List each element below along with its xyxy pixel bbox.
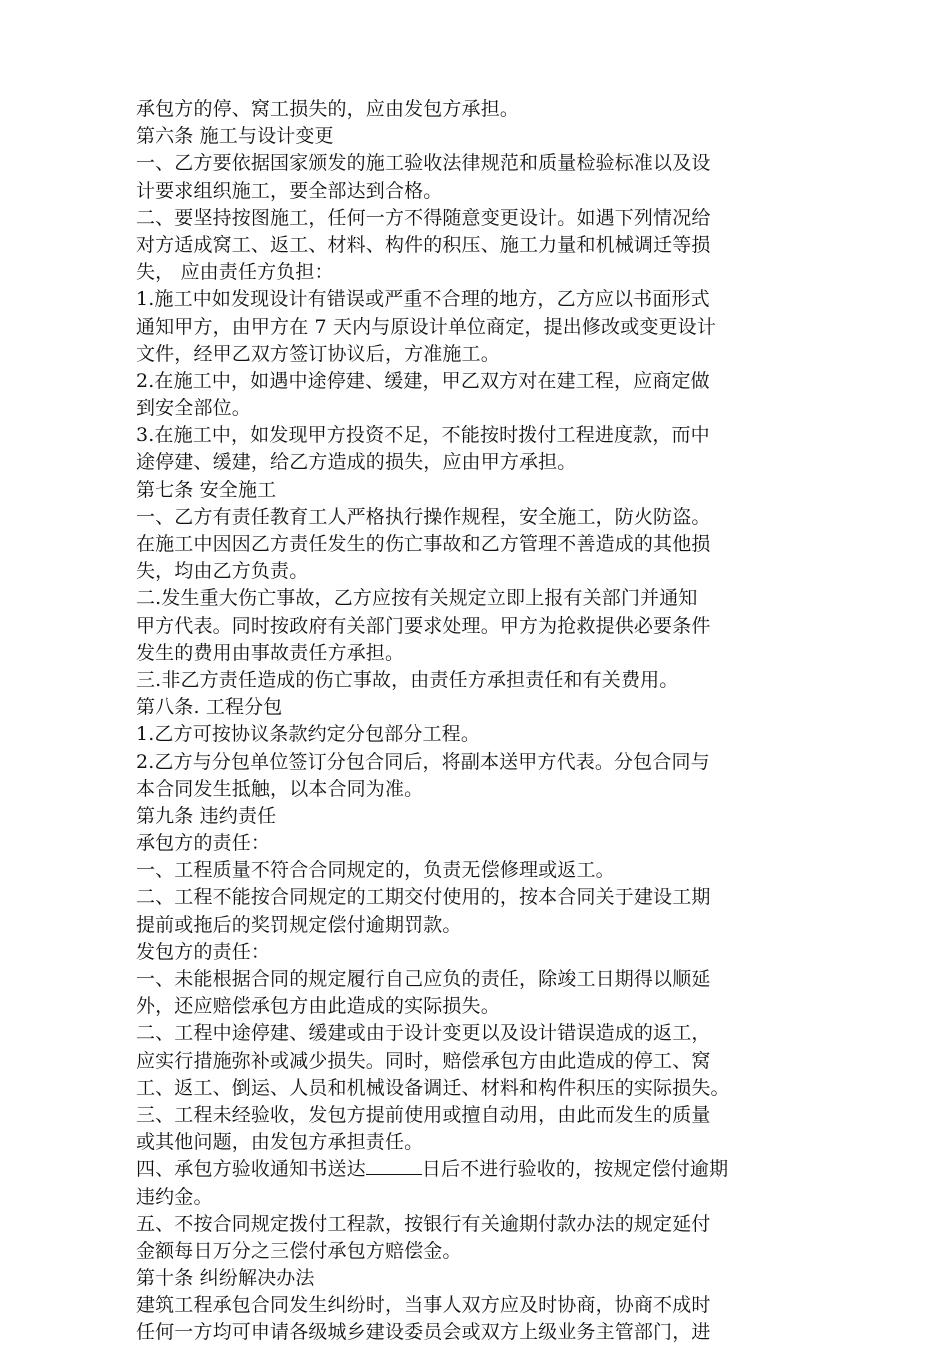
text-line-with-blank <box>136 1156 816 1183</box>
text-line: 计要求组织施工，要全部达到合格。 <box>136 179 443 202</box>
text-line: 第六条 施工与设计变更 <box>136 125 334 148</box>
text-line: 一、乙方有责任教育工人严格执行操作规程，安全施工，防火防盗。 <box>136 505 711 528</box>
text-line: 二、工程不能按合同规定的工期交付使用的，按本合同关于建设工期 <box>136 886 711 909</box>
text-line: 任何一方均可申请各级城乡建设委员会或双方上级业务主管部门，进 <box>136 1321 711 1344</box>
text-line: 第九条 违约责任 <box>136 804 277 827</box>
text-line: 建筑工程承包合同发生纠纷时，当事人双方应及时协商，协商不成时 <box>136 1294 711 1317</box>
text-line: 3.在施工中，如发现甲方投资不足，不能按时拨付工程进度款，而中 <box>136 424 710 447</box>
text-line: 第八条. 工程分包 <box>136 696 283 719</box>
text-line: 三.非乙方责任造成的伤亡事故，由责任方承担责任和有关费用。 <box>136 668 679 691</box>
text-line: 第十条 纠纷解决办法 <box>136 1267 315 1290</box>
text-line: 在施工中因因乙方责任发生的伤亡事故和乙方管理不善造成的其他损 <box>136 533 711 555</box>
text-line: 应实行措施弥补或减少损失。同时，赔偿承包方由此造成的停工、窝 <box>136 1049 711 1072</box>
text-line: 一、未能根据合同的规定履行自己应负的责任，除竣工日期得以顺延 <box>136 968 711 990</box>
blank-line-after: 日后不进行验收的，按规定偿付逾期 <box>421 1158 729 1181</box>
text-line: 二.发生重大伤亡事故，乙方应按有关规定立即上报有关部门并通知 <box>136 587 698 610</box>
text-line: 承包方的停、窝工损失的，应由发包方承担。 <box>136 98 520 120</box>
text-line: 1.乙方可按协议条款约定分包部分工程。 <box>136 723 480 746</box>
text-line: 外，还应赔偿承包方由此造成的实际损失。 <box>136 995 500 1018</box>
text-line: 本合同发生抵触，以本合同为准。 <box>136 777 424 800</box>
text-line: 承包方的责任： <box>136 832 271 855</box>
text-line: 五、不按合同规定拨付工程款，按银行有关逾期付款办法的规定延付 <box>136 1212 711 1235</box>
text-line: 发生的费用由事故责任方承担。 <box>136 641 405 664</box>
text-line: 二、工程中途停建、缓建或由于设计变更以及设计错误造成的返工， <box>136 1022 711 1045</box>
text-line: 到安全部位。 <box>136 397 251 420</box>
text-line: 提前或拖后的奖罚规定偿付逾期罚款。 <box>136 913 462 936</box>
text-line: 二、要坚持按图施工，任何一方不得随意变更设计。如遇下列情况给 <box>136 206 711 229</box>
document-body <box>136 96 816 1347</box>
text-line: 一、工程质量不符合合同规定的，负责无偿修理或返工。 <box>136 859 615 882</box>
text-line: 途停建、缓建，给乙方造成的损失，应由甲方承担。 <box>136 451 577 474</box>
text-line: 失，均由乙方负责。 <box>136 560 309 583</box>
text-line: 违约金。 <box>136 1185 213 1208</box>
text-line: 发包方的责任： <box>136 940 271 963</box>
text-line: 2.在施工中，如遇中途停建、缓建，甲乙双方对在建工程，应商定做 <box>136 369 710 392</box>
text-line: 或其他问题，由发包方承担责任。 <box>136 1131 424 1154</box>
text-line: 通知甲方，由甲方在 7 天内与原设计单位商定，提出修改或变更设计 <box>136 315 716 338</box>
text-line: 1.施工中如发现设计有错误或严重不合理的地方，乙方应以书面形式 <box>136 288 710 311</box>
text-line: 金额每日万分之三偿付承包方赔偿金。 <box>136 1239 462 1262</box>
text-line: 甲方代表。同时按政府有关部门要求处理。甲方为抢救提供必要条件 <box>136 614 711 637</box>
blank-line-before: 四、承包方验收通知书送达 <box>136 1158 366 1181</box>
text-line: 三、工程未经验收，发包方提前使用或擅自动用，由此而发生的质量 <box>136 1103 711 1126</box>
text-line: 对方适成窝工、返工、材料、构件的积压、施工力量和机械调迁等损 <box>136 233 711 256</box>
text-line: 失， 应由责任方负担： <box>136 261 334 284</box>
text-line: 工、返工、倒运、人员和机械设备调迁、材料和构件积压的实际损失。 <box>136 1076 730 1099</box>
fill-in-blank[interactable] <box>366 1156 422 1175</box>
text-line: 一、乙方要依据国家颁发的施工验收法律规范和质量检验标准以及设 <box>136 152 711 175</box>
text-line: 第七条 安全施工 <box>136 478 277 501</box>
text-line: 2.乙方与分包单位签订分包合同后，将副本送甲方代表。分包合同与 <box>136 750 710 773</box>
text-line: 文件，经甲乙双方签订协议后，方准施工。 <box>136 342 500 365</box>
